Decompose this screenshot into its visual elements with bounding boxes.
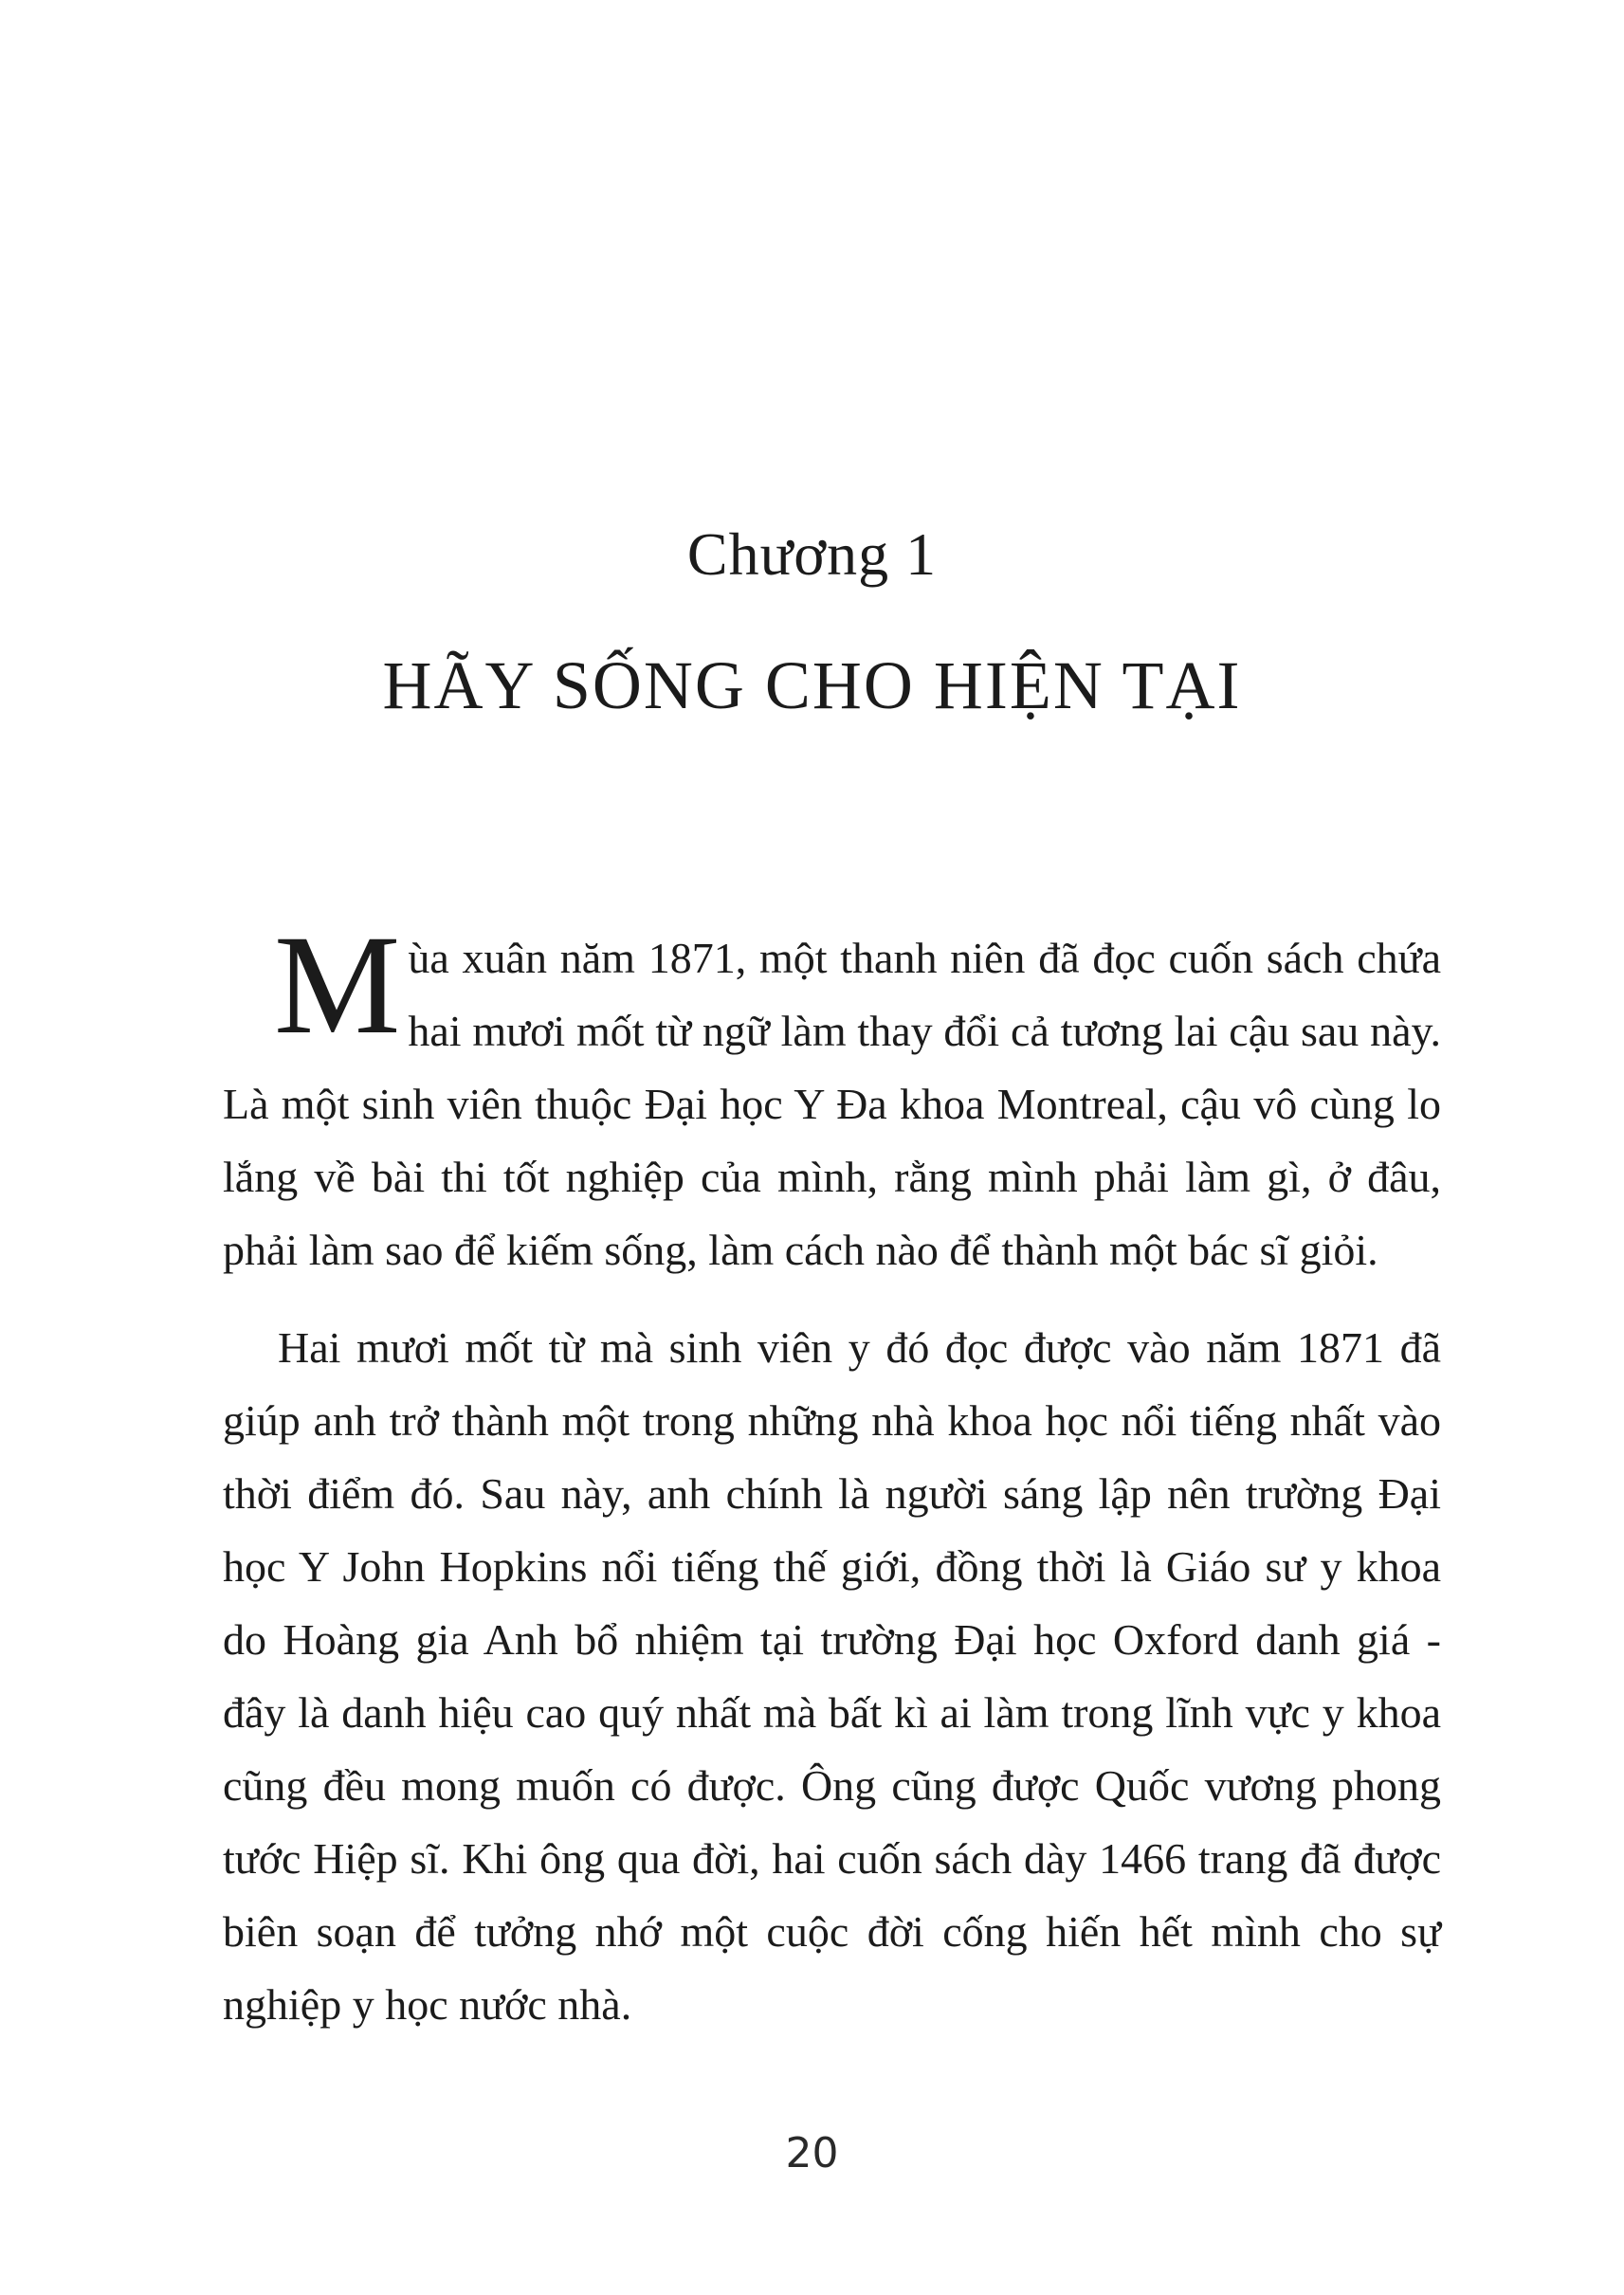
page-number: 20 [785, 2129, 839, 2177]
paragraph-2: Hai mươi mốt từ mà sinh viên y đó đọc được vào năm 1871 đã giúp anh trở thành một trong những nhà khoa học nổi tiếng nhất vào thời điểm đó. Sau này, anh chính là người sáng lập nên trường Đại học Y John Hopkins nổi tiếng thế giới, đồng thời là Giáo sư y khoa do Hoàng gia Anh bổ nhiệm tại trường Đại học Oxford danh giá - đây là danh hiệu cao quý nhất mà bất kì ai làm trong lĩnh vực y khoa cũng đều mong muốn có được. Ông cũng được Quốc vương phong tước Hiệp sĩ. Khi ông qua đời, hai cuốn sách dày 1466 trang đã được biên soạn để tưởng nhớ một cuộc đời cống hiến hết mình cho sự nghiệp y học nước nhà. [223, 1323, 1441, 2029]
paragraph-1-text: ùa xuân năm 1871, một thanh niên đã đọc cuốn sách chứa hai mươi mốt từ ngữ làm thay đổi cả tương lai cậu sau này. Là một sinh viên thuộc Đại học Y Đa khoa Montreal, cậu vô cùng lo lắng về bài thi tốt nghiệp của mình, rằng mình phải làm gì, ở đâu, phải làm sao để kiếm sống, làm cách nào để thành một bác sĩ giỏi. [223, 934, 1441, 1274]
chapter-label: Chương 1 [686, 520, 938, 588]
chapter-title: HÃY SỐNG CHO HIỆN TẠI [382, 647, 1242, 723]
body-text [223, 906, 1441, 2041]
drop-cap: M [274, 906, 401, 1064]
paragraph-1 [223, 906, 1441, 1286]
